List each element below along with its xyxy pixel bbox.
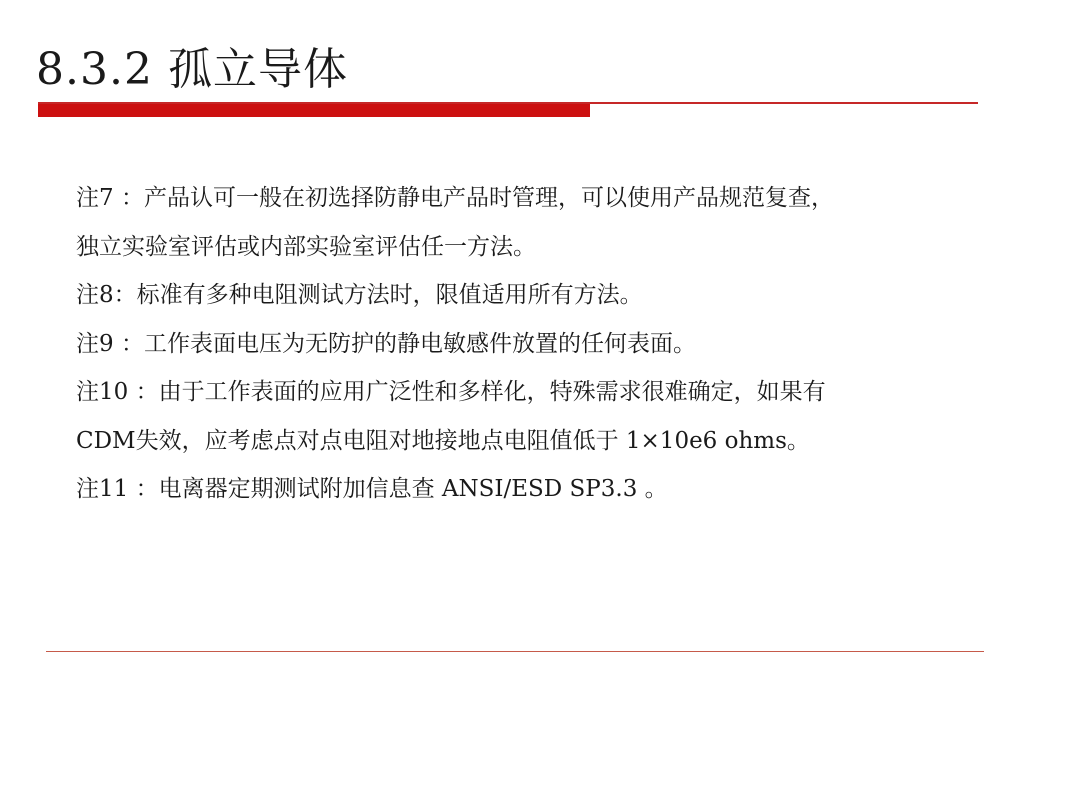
note-7-line-1: 注7 ：产品认可一般在初选择防静电产品时管理，可以使用产品规范复查， (76, 185, 834, 211)
note-7-line-2: 独立实验室评估或内部实验室评估任一方法。 (76, 233, 536, 260)
note-9: 注9 ：工作表面电压为无防护的静电敏感件放置的任何表面。 (76, 330, 696, 357)
note-8: 注8：标准有多种电阻测试方法时，限值适用所有方法。 (76, 282, 643, 308)
footer-divider (46, 651, 984, 652)
note-10-line-1: 注10 ：由于工作表面的应用广泛性和多样化，特殊需求很难确定，如果有 (76, 379, 826, 405)
note-10-line-2: CDM失效，应考虑点对点电阻对地接地点电阻值低于 1×10e6 ohms。 (76, 427, 810, 454)
slide-title: 8.3.2 孤立导体 (36, 44, 348, 95)
note-11: 注11 ：电离器定期测试附加信息查 ANSI/ESD SP3.3 。 (76, 476, 668, 502)
title-underline-accent-bar (38, 104, 590, 117)
notes-body (76, 174, 996, 514)
